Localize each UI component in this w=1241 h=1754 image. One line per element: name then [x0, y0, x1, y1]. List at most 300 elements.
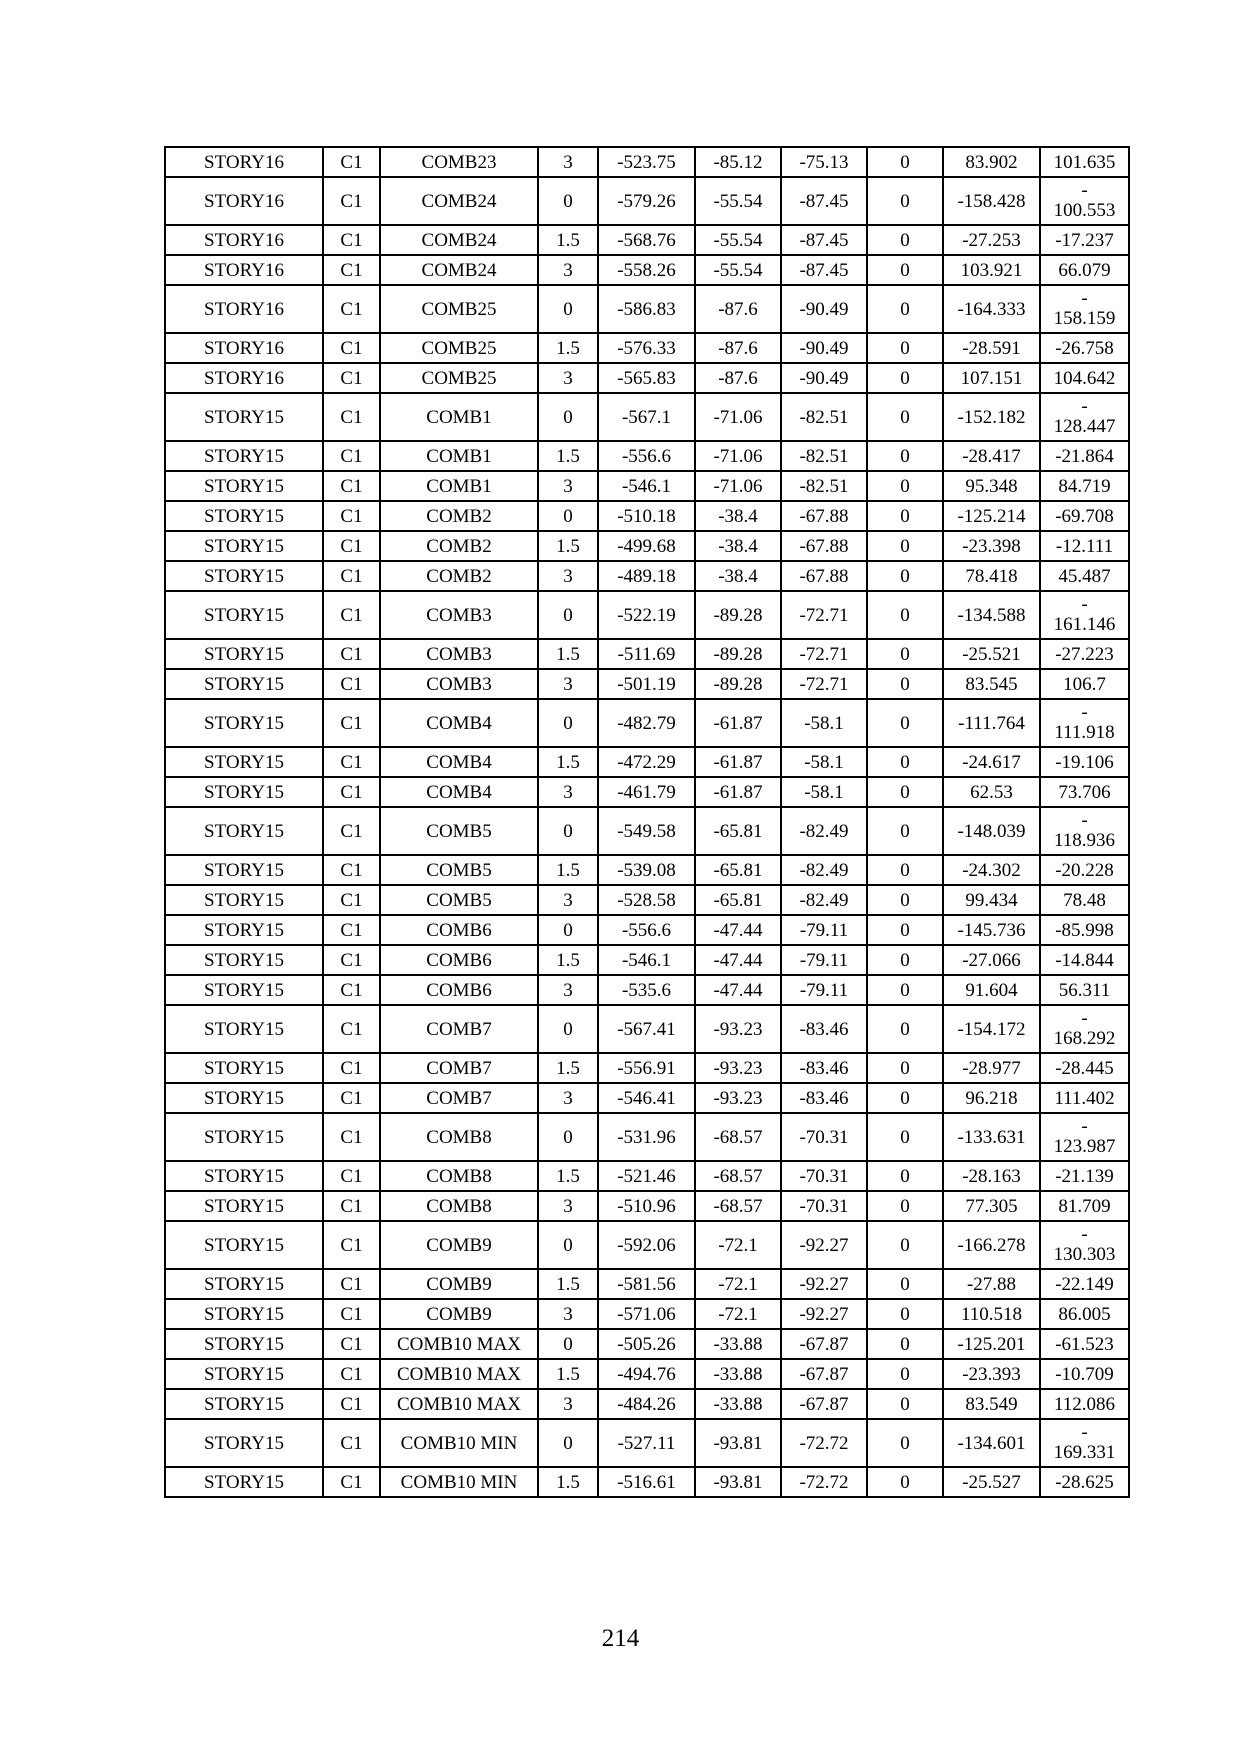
cell-t: 0: [867, 1005, 943, 1053]
cell-v3: -82.49: [781, 807, 867, 855]
cell-t: 0: [867, 393, 943, 441]
cell-t: 0: [867, 855, 943, 885]
cell-p: -567.1: [598, 393, 695, 441]
cell-m2: -28.977: [943, 1053, 1040, 1083]
table-row: [165, 393, 1129, 441]
cell-location: 0: [538, 393, 598, 441]
cell-location: 0: [538, 699, 598, 747]
cell-story: STORY16: [165, 285, 323, 333]
cell-location: 1.5: [538, 441, 598, 471]
cell-load-combo: COMB5: [380, 855, 538, 885]
cell-m3: 81.709: [1040, 1191, 1129, 1221]
cell-t: 0: [867, 591, 943, 639]
cell-v3: -72.71: [781, 639, 867, 669]
cell-location: 3: [538, 1191, 598, 1221]
cell-m2: -134.588: [943, 591, 1040, 639]
value-digits: 161.146: [1053, 614, 1116, 635]
cell-m3: [1040, 1221, 1129, 1269]
cell-location: 3: [538, 777, 598, 807]
cell-story: STORY15: [165, 1419, 323, 1467]
cell-v3: -67.88: [781, 531, 867, 561]
cell-v2: -85.12: [695, 147, 781, 177]
wrapped-value: [1041, 397, 1128, 437]
cell-m2: -27.066: [943, 945, 1040, 975]
cell-t: 0: [867, 1083, 943, 1113]
value-digits: 169.331: [1053, 1442, 1116, 1463]
table-row: [165, 177, 1129, 225]
cell-v2: -65.81: [695, 885, 781, 915]
cell-t: 0: [867, 699, 943, 747]
cell-story: STORY16: [165, 225, 323, 255]
cell-load-combo: COMB10 MIN: [380, 1467, 538, 1497]
cell-v2: -33.88: [695, 1389, 781, 1419]
cell-v3: -92.27: [781, 1299, 867, 1329]
cell-m3: 112.086: [1040, 1389, 1129, 1419]
cell-story: STORY15: [165, 1467, 323, 1497]
cell-m3: 104.642: [1040, 363, 1129, 393]
cell-location: 0: [538, 1221, 598, 1269]
cell-location: 3: [538, 1083, 598, 1113]
cell-story: STORY15: [165, 501, 323, 531]
cell-v3: -67.87: [781, 1389, 867, 1419]
cell-p: -523.75: [598, 147, 695, 177]
cell-column: C1: [323, 255, 380, 285]
cell-m3: [1040, 591, 1129, 639]
minus-sign: -: [1081, 1224, 1088, 1246]
cell-m3: -10.709: [1040, 1359, 1129, 1389]
cell-p: -499.68: [598, 531, 695, 561]
cell-m2: -154.172: [943, 1005, 1040, 1053]
cell-v2: -72.1: [695, 1221, 781, 1269]
cell-m2: -133.631: [943, 1113, 1040, 1161]
cell-load-combo: COMB6: [380, 975, 538, 1005]
cell-m2: -25.521: [943, 639, 1040, 669]
cell-t: 0: [867, 1113, 943, 1161]
cell-column: C1: [323, 1359, 380, 1389]
cell-v3: -70.31: [781, 1191, 867, 1221]
cell-location: 0: [538, 915, 598, 945]
cell-load-combo: COMB1: [380, 441, 538, 471]
cell-t: 0: [867, 747, 943, 777]
cell-load-combo: COMB25: [380, 285, 538, 333]
table-row: [165, 501, 1129, 531]
cell-p: -528.58: [598, 885, 695, 915]
cell-m2: 99.434: [943, 885, 1040, 915]
table-row: [165, 669, 1129, 699]
cell-p: -489.18: [598, 561, 695, 591]
cell-p: -568.76: [598, 225, 695, 255]
cell-column: C1: [323, 1083, 380, 1113]
cell-v3: -92.27: [781, 1221, 867, 1269]
cell-p: -546.1: [598, 471, 695, 501]
cell-m2: -28.591: [943, 333, 1040, 363]
cell-location: 3: [538, 1389, 598, 1419]
cell-m3: 101.635: [1040, 147, 1129, 177]
table-row: [165, 1083, 1129, 1113]
cell-v3: -72.72: [781, 1419, 867, 1467]
cell-p: -539.08: [598, 855, 695, 885]
cell-load-combo: COMB23: [380, 147, 538, 177]
cell-v2: -71.06: [695, 471, 781, 501]
cell-v3: -70.31: [781, 1113, 867, 1161]
cell-p: -516.61: [598, 1467, 695, 1497]
cell-v3: -82.49: [781, 885, 867, 915]
cell-t: 0: [867, 945, 943, 975]
cell-story: STORY15: [165, 591, 323, 639]
table-row: [165, 1389, 1129, 1419]
cell-story: STORY16: [165, 177, 323, 225]
cell-p: -576.33: [598, 333, 695, 363]
cell-t: 0: [867, 1389, 943, 1419]
wrapped-value: [1041, 1009, 1128, 1049]
cell-v3: -67.88: [781, 561, 867, 591]
cell-m2: 107.151: [943, 363, 1040, 393]
cell-story: STORY16: [165, 363, 323, 393]
cell-v3: -75.13: [781, 147, 867, 177]
cell-v3: -83.46: [781, 1083, 867, 1113]
cell-column: C1: [323, 885, 380, 915]
cell-m3: -21.864: [1040, 441, 1129, 471]
cell-column: C1: [323, 1299, 380, 1329]
cell-v3: -90.49: [781, 333, 867, 363]
cell-story: STORY16: [165, 147, 323, 177]
cell-location: 1.5: [538, 747, 598, 777]
cell-location: 0: [538, 1005, 598, 1053]
table-row: [165, 1221, 1129, 1269]
table-body: [165, 147, 1129, 1497]
cell-v3: -58.1: [781, 777, 867, 807]
cell-t: 0: [867, 363, 943, 393]
cell-v3: -82.51: [781, 393, 867, 441]
cell-location: 1.5: [538, 531, 598, 561]
cell-story: STORY15: [165, 1389, 323, 1419]
cell-load-combo: COMB7: [380, 1053, 538, 1083]
cell-p: -494.76: [598, 1359, 695, 1389]
cell-t: 0: [867, 1191, 943, 1221]
cell-t: 0: [867, 147, 943, 177]
table-row: [165, 471, 1129, 501]
cell-location: 0: [538, 591, 598, 639]
cell-m2: -166.278: [943, 1221, 1040, 1269]
cell-v3: -79.11: [781, 975, 867, 1005]
cell-m3: -20.228: [1040, 855, 1129, 885]
table-row: [165, 1419, 1129, 1467]
cell-location: 3: [538, 471, 598, 501]
cell-m2: -164.333: [943, 285, 1040, 333]
cell-load-combo: COMB2: [380, 501, 538, 531]
cell-location: 1.5: [538, 945, 598, 975]
cell-column: C1: [323, 639, 380, 669]
cell-v2: -68.57: [695, 1191, 781, 1221]
cell-column: C1: [323, 147, 380, 177]
table-row: [165, 1191, 1129, 1221]
cell-v3: -67.88: [781, 501, 867, 531]
cell-column: C1: [323, 1191, 380, 1221]
cell-p: -522.19: [598, 591, 695, 639]
table-row: [165, 885, 1129, 915]
cell-location: 0: [538, 807, 598, 855]
cell-t: 0: [867, 777, 943, 807]
value-digits: 130.303: [1053, 1244, 1116, 1265]
cell-location: 1.5: [538, 639, 598, 669]
cell-load-combo: COMB25: [380, 333, 538, 363]
cell-m3: 84.719: [1040, 471, 1129, 501]
value-digits: 168.292: [1053, 1028, 1116, 1049]
cell-load-combo: COMB9: [380, 1221, 538, 1269]
cell-v2: -38.4: [695, 501, 781, 531]
table-row: [165, 225, 1129, 255]
cell-p: -581.56: [598, 1269, 695, 1299]
cell-v2: -93.23: [695, 1005, 781, 1053]
cell-column: C1: [323, 1389, 380, 1419]
cell-story: STORY15: [165, 777, 323, 807]
cell-t: 0: [867, 531, 943, 561]
cell-v2: -38.4: [695, 561, 781, 591]
cell-m3: -28.625: [1040, 1467, 1129, 1497]
value-digits: 100.553: [1053, 200, 1116, 221]
cell-story: STORY16: [165, 255, 323, 285]
table-row: [165, 531, 1129, 561]
cell-t: 0: [867, 1329, 943, 1359]
cell-m2: 95.348: [943, 471, 1040, 501]
cell-story: STORY15: [165, 471, 323, 501]
cell-location: 0: [538, 1419, 598, 1467]
cell-m3: -19.106: [1040, 747, 1129, 777]
cell-v3: -87.45: [781, 255, 867, 285]
cell-location: 1.5: [538, 333, 598, 363]
table-row: [165, 1053, 1129, 1083]
cell-column: C1: [323, 1113, 380, 1161]
cell-v2: -71.06: [695, 441, 781, 471]
cell-location: 3: [538, 975, 598, 1005]
cell-t: 0: [867, 1161, 943, 1191]
cell-v3: -82.51: [781, 441, 867, 471]
cell-v3: -58.1: [781, 747, 867, 777]
cell-m2: -125.214: [943, 501, 1040, 531]
cell-v3: -67.87: [781, 1329, 867, 1359]
cell-column: C1: [323, 393, 380, 441]
table-row: [165, 1467, 1129, 1497]
cell-column: C1: [323, 915, 380, 945]
cell-t: 0: [867, 1269, 943, 1299]
cell-t: 0: [867, 1419, 943, 1467]
cell-column: C1: [323, 531, 380, 561]
cell-t: 0: [867, 285, 943, 333]
page-number: 214: [601, 1625, 640, 1652]
cell-m3: -27.223: [1040, 639, 1129, 669]
cell-story: STORY15: [165, 1269, 323, 1299]
wrapped-value: [1041, 289, 1128, 329]
cell-m3: 73.706: [1040, 777, 1129, 807]
cell-m2: -111.764: [943, 699, 1040, 747]
table-row: [165, 147, 1129, 177]
cell-p: -521.46: [598, 1161, 695, 1191]
value-digits: 111.918: [1054, 722, 1115, 743]
cell-v2: -61.87: [695, 699, 781, 747]
cell-column: C1: [323, 225, 380, 255]
cell-m3: 86.005: [1040, 1299, 1129, 1329]
cell-load-combo: COMB1: [380, 471, 538, 501]
cell-load-combo: COMB25: [380, 363, 538, 393]
cell-v2: -68.57: [695, 1161, 781, 1191]
minus-sign: -: [1081, 702, 1088, 724]
cell-load-combo: COMB10 MIN: [380, 1419, 538, 1467]
cell-p: -556.91: [598, 1053, 695, 1083]
table-row: [165, 1329, 1129, 1359]
cell-column: C1: [323, 1221, 380, 1269]
cell-column: C1: [323, 471, 380, 501]
cell-story: STORY15: [165, 393, 323, 441]
results-table-container: [164, 146, 1128, 1498]
cell-column: C1: [323, 1161, 380, 1191]
cell-location: 1.5: [538, 1467, 598, 1497]
cell-t: 0: [867, 639, 943, 669]
cell-location: 0: [538, 1113, 598, 1161]
cell-story: STORY15: [165, 1053, 323, 1083]
cell-load-combo: COMB8: [380, 1161, 538, 1191]
table-row: [165, 699, 1129, 747]
cell-m3: -28.445: [1040, 1053, 1129, 1083]
cell-m2: -134.601: [943, 1419, 1040, 1467]
cell-p: -546.41: [598, 1083, 695, 1113]
cell-load-combo: COMB9: [380, 1299, 538, 1329]
cell-load-combo: COMB3: [380, 669, 538, 699]
cell-v2: -71.06: [695, 393, 781, 441]
table-row: [165, 1113, 1129, 1161]
cell-v3: -90.49: [781, 285, 867, 333]
cell-load-combo: COMB24: [380, 177, 538, 225]
cell-load-combo: COMB4: [380, 699, 538, 747]
cell-p: -567.41: [598, 1005, 695, 1053]
cell-load-combo: COMB7: [380, 1005, 538, 1053]
cell-t: 0: [867, 669, 943, 699]
cell-m2: -24.302: [943, 855, 1040, 885]
cell-m2: 91.604: [943, 975, 1040, 1005]
cell-m3: 56.311: [1040, 975, 1129, 1005]
value-digits: 123.987: [1053, 1136, 1116, 1157]
cell-t: 0: [867, 975, 943, 1005]
cell-v2: -47.44: [695, 915, 781, 945]
cell-load-combo: COMB24: [380, 225, 538, 255]
cell-v2: -38.4: [695, 531, 781, 561]
cell-v2: -89.28: [695, 591, 781, 639]
cell-column: C1: [323, 285, 380, 333]
cell-story: STORY15: [165, 1359, 323, 1389]
cell-location: 1.5: [538, 1053, 598, 1083]
cell-m2: -158.428: [943, 177, 1040, 225]
wrapped-value: [1041, 1423, 1128, 1463]
table-row: [165, 1359, 1129, 1389]
cell-m3: 106.7: [1040, 669, 1129, 699]
cell-v3: -58.1: [781, 699, 867, 747]
cell-location: 0: [538, 285, 598, 333]
cell-load-combo: COMB6: [380, 945, 538, 975]
cell-load-combo: COMB10 MAX: [380, 1329, 538, 1359]
cell-p: -482.79: [598, 699, 695, 747]
cell-v3: -83.46: [781, 1005, 867, 1053]
table-row: [165, 591, 1129, 639]
cell-v3: -72.71: [781, 591, 867, 639]
cell-column: C1: [323, 1005, 380, 1053]
cell-story: STORY15: [165, 807, 323, 855]
cell-story: STORY15: [165, 855, 323, 885]
value-digits: 128.447: [1053, 416, 1116, 437]
cell-m2: -148.039: [943, 807, 1040, 855]
cell-location: 0: [538, 177, 598, 225]
cell-t: 0: [867, 915, 943, 945]
cell-load-combo: COMB2: [380, 561, 538, 591]
cell-m2: -23.398: [943, 531, 1040, 561]
cell-load-combo: COMB10 MAX: [380, 1389, 538, 1419]
table-row: [165, 747, 1129, 777]
cell-m3: 45.487: [1040, 561, 1129, 591]
cell-story: STORY15: [165, 915, 323, 945]
cell-load-combo: COMB4: [380, 747, 538, 777]
cell-p: -558.26: [598, 255, 695, 285]
cell-t: 0: [867, 1221, 943, 1269]
cell-story: STORY15: [165, 1005, 323, 1053]
cell-story: STORY16: [165, 333, 323, 363]
cell-story: STORY15: [165, 975, 323, 1005]
cell-m3: -85.998: [1040, 915, 1129, 945]
cell-v2: -33.88: [695, 1359, 781, 1389]
cell-t: 0: [867, 255, 943, 285]
cell-v3: -90.49: [781, 363, 867, 393]
cell-column: C1: [323, 1419, 380, 1467]
cell-column: C1: [323, 777, 380, 807]
cell-load-combo: COMB24: [380, 255, 538, 285]
cell-story: STORY15: [165, 1299, 323, 1329]
minus-sign: -: [1081, 396, 1088, 418]
cell-m2: -152.182: [943, 393, 1040, 441]
cell-p: -546.1: [598, 945, 695, 975]
cell-column: C1: [323, 591, 380, 639]
cell-m3: 78.48: [1040, 885, 1129, 915]
cell-story: STORY15: [165, 1113, 323, 1161]
cell-m2: -28.417: [943, 441, 1040, 471]
cell-p: -501.19: [598, 669, 695, 699]
cell-v3: -67.87: [781, 1359, 867, 1389]
cell-v2: -89.28: [695, 639, 781, 669]
cell-p: -461.79: [598, 777, 695, 807]
cell-p: -531.96: [598, 1113, 695, 1161]
cell-column: C1: [323, 333, 380, 363]
cell-v3: -70.31: [781, 1161, 867, 1191]
cell-m3: [1040, 285, 1129, 333]
cell-story: STORY15: [165, 1083, 323, 1113]
cell-p: -510.18: [598, 501, 695, 531]
cell-t: 0: [867, 807, 943, 855]
cell-t: 0: [867, 1467, 943, 1497]
cell-location: 0: [538, 1329, 598, 1359]
cell-p: -592.06: [598, 1221, 695, 1269]
cell-load-combo: COMB1: [380, 393, 538, 441]
cell-v2: -93.23: [695, 1083, 781, 1113]
cell-p: -556.6: [598, 441, 695, 471]
cell-p: -505.26: [598, 1329, 695, 1359]
cell-column: C1: [323, 561, 380, 591]
table-row: [165, 1005, 1129, 1053]
cell-m3: [1040, 699, 1129, 747]
cell-m2: 83.545: [943, 669, 1040, 699]
cell-t: 0: [867, 501, 943, 531]
cell-m3: [1040, 1005, 1129, 1053]
cell-m2: 83.549: [943, 1389, 1040, 1419]
cell-load-combo: COMB5: [380, 807, 538, 855]
table-row: [165, 1269, 1129, 1299]
cell-m2: 110.518: [943, 1299, 1040, 1329]
wrapped-value: [1041, 595, 1128, 635]
